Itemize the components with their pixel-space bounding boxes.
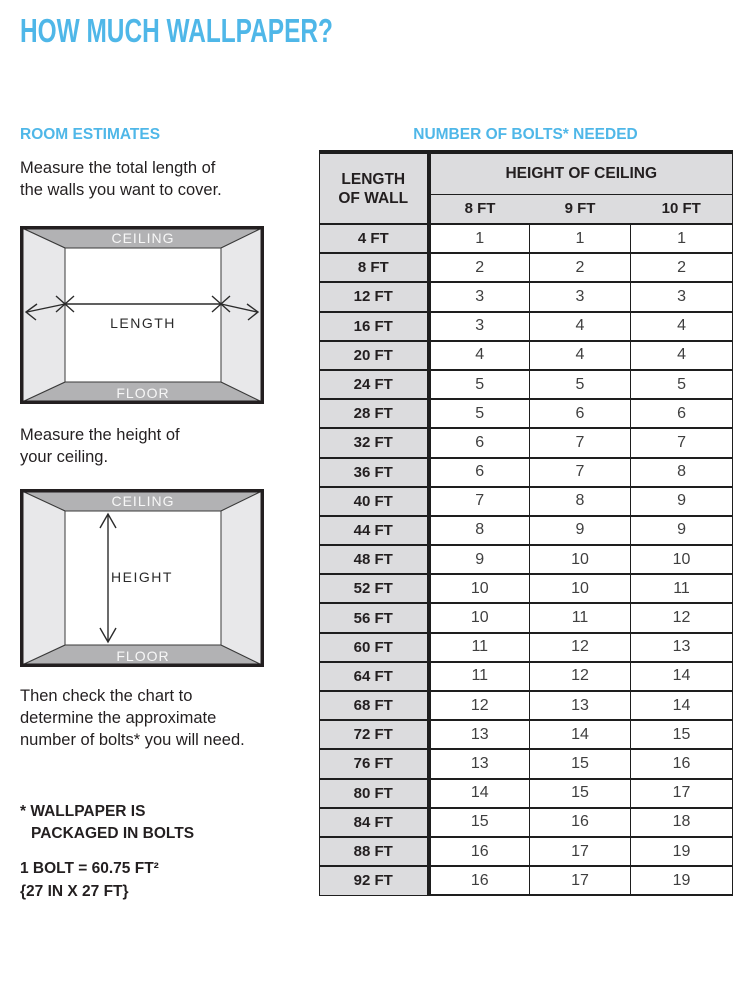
footnote-line: PACKAGED IN BOLTS	[31, 825, 195, 842]
bolts-value-cell: 10	[429, 574, 530, 603]
bolts-value-cell: 13	[631, 633, 733, 662]
table-row	[320, 224, 733, 253]
bolts-value-cell: 7	[530, 458, 631, 487]
bolts-value-cell: 12	[429, 691, 530, 720]
wall-length-cell: 36 FT	[320, 458, 429, 487]
bolts-value-cell: 6	[429, 458, 530, 487]
table-row	[320, 837, 733, 866]
bolts-value-cell: 19	[631, 866, 733, 895]
table-row	[320, 341, 733, 370]
bolts-value-cell: 12	[530, 662, 631, 691]
bolts-value-cell: 10	[631, 545, 733, 574]
table-row	[320, 603, 733, 632]
table-row	[320, 312, 733, 341]
bolts-value-cell: 19	[631, 837, 733, 866]
wall-length-cell: 64 FT	[320, 662, 429, 691]
bolts-value-cell: 17	[530, 866, 631, 895]
bolts-value-cell: 8	[429, 516, 530, 545]
bolts-value-cell: 6	[429, 428, 530, 457]
instruction-line: Measure the total length of	[20, 159, 216, 177]
bolts-value-cell: 8	[631, 458, 733, 487]
bolt-size-line: {27 IN X 27 FT}	[20, 883, 129, 900]
wall-length-cell: 84 FT	[320, 808, 429, 837]
bolts-value-cell: 11	[530, 603, 631, 632]
left-wall	[22, 491, 65, 665]
wall-length-cell: 28 FT	[320, 399, 429, 428]
bolts-value-cell: 14	[631, 691, 733, 720]
wall-length-cell: 52 FT	[320, 574, 429, 603]
ceiling-label: CEILING	[111, 230, 175, 246]
wall-length-cell: 68 FT	[320, 691, 429, 720]
bolts-value-cell: 3	[429, 282, 530, 311]
instruction-line: determine the approximate	[20, 709, 217, 727]
bolts-value-cell: 1	[631, 224, 733, 253]
bolts-value-cell: 13	[429, 749, 530, 778]
room-height-diagram	[20, 489, 264, 667]
table-row	[320, 399, 733, 428]
length-of-wall-header	[320, 152, 429, 224]
bolts-value-cell: 2	[429, 253, 530, 282]
right-wall	[221, 491, 262, 665]
table-row	[320, 749, 733, 778]
bolt-size-info	[20, 857, 159, 903]
wall-length-cell: 48 FT	[320, 545, 429, 574]
length-of-wall-line: LENGTH	[341, 170, 406, 188]
bolts-value-cell: 3	[429, 312, 530, 341]
height-of-ceiling-header: HEIGHT OF CEILING	[429, 152, 733, 194]
page-title: HOW MUCH WALLPAPER?	[20, 12, 333, 49]
table-row	[320, 487, 733, 516]
length-label: LENGTH	[110, 315, 176, 331]
bolts-value-cell: 12	[530, 633, 631, 662]
bolts-value-cell: 16	[429, 837, 530, 866]
wall-length-cell: 80 FT	[320, 779, 429, 808]
bolts-value-cell: 14	[530, 720, 631, 749]
bolts-value-cell: 10	[530, 574, 631, 603]
wall-length-cell: 60 FT	[320, 633, 429, 662]
bolts-value-cell: 8	[530, 487, 631, 516]
bolts-value-cell: 12	[631, 603, 733, 632]
bolts-value-cell: 16	[429, 866, 530, 895]
measure-length-instruction	[20, 157, 222, 201]
instruction-line: Then check the chart to	[20, 687, 193, 705]
wall-length-cell: 24 FT	[320, 370, 429, 399]
table-row	[320, 458, 733, 487]
floor-label: FLOOR	[116, 385, 170, 401]
table-row	[320, 662, 733, 691]
bolts-value-cell: 7	[631, 428, 733, 457]
ceiling-label: CEILING	[111, 493, 175, 509]
room-estimates-heading: ROOM ESTIMATES	[20, 126, 161, 143]
bolts-value-cell: 5	[429, 370, 530, 399]
bolts-value-cell: 15	[631, 720, 733, 749]
instruction-line: Measure the height of	[20, 426, 180, 444]
table-row	[320, 633, 733, 662]
bolts-value-cell: 15	[429, 808, 530, 837]
left-wall	[22, 228, 65, 402]
footnote-line: * WALLPAPER IS	[20, 803, 146, 820]
wall-length-cell: 8 FT	[320, 253, 429, 282]
bolts-value-cell: 15	[530, 749, 631, 778]
table-row	[320, 545, 733, 574]
bolts-value-cell: 11	[429, 662, 530, 691]
bolts-value-cell: 15	[530, 779, 631, 808]
table-row	[320, 691, 733, 720]
bolts-value-cell: 4	[631, 312, 733, 341]
bolts-value-cell: 11	[429, 633, 530, 662]
bolts-value-cell: 18	[631, 808, 733, 837]
bolts-value-cell: 9	[631, 516, 733, 545]
bolts-value-cell: 5	[631, 370, 733, 399]
bolts-value-cell: 17	[530, 837, 631, 866]
bolts-value-cell: 9	[631, 487, 733, 516]
table-row	[320, 253, 733, 282]
instruction-line: your ceiling.	[20, 448, 109, 466]
table-row	[320, 428, 733, 457]
wall-length-cell: 56 FT	[320, 603, 429, 632]
bolts-value-cell: 13	[530, 691, 631, 720]
bolts-value-cell: 3	[631, 282, 733, 311]
wall-length-cell: 40 FT	[320, 487, 429, 516]
right-wall	[221, 228, 262, 402]
wall-length-cell: 88 FT	[320, 837, 429, 866]
table-row	[320, 370, 733, 399]
room-height-diagram-svg	[20, 489, 264, 667]
bolts-value-cell: 6	[530, 399, 631, 428]
bolts-value-cell: 5	[530, 370, 631, 399]
col-header-10ft: 10 FT	[631, 194, 733, 224]
instruction-line: the walls you want to cover.	[20, 181, 222, 199]
table-row	[320, 574, 733, 603]
length-of-wall-line: OF WALL	[338, 189, 409, 207]
bolts-table-body	[320, 224, 733, 895]
wall-length-cell: 20 FT	[320, 341, 429, 370]
bolts-value-cell: 4	[530, 312, 631, 341]
table-row	[320, 866, 733, 895]
table-row	[320, 779, 733, 808]
wall-length-cell: 12 FT	[320, 282, 429, 311]
table-row	[320, 282, 733, 311]
bolts-value-cell: 16	[631, 749, 733, 778]
bolts-needed-table	[319, 150, 733, 896]
bolts-value-cell: 14	[631, 662, 733, 691]
bolts-value-cell: 7	[530, 428, 631, 457]
instruction-line: number of bolts* you will need.	[20, 731, 245, 749]
bolts-value-cell: 2	[530, 253, 631, 282]
wall-length-cell: 16 FT	[320, 312, 429, 341]
table-row	[320, 720, 733, 749]
measure-height-instruction	[20, 424, 180, 468]
bolts-value-cell: 17	[631, 779, 733, 808]
bolts-value-cell: 1	[530, 224, 631, 253]
bolt-size-line: 1 BOLT = 60.75 FT²	[20, 860, 159, 877]
bolts-value-cell: 4	[530, 341, 631, 370]
bolts-value-cell: 6	[631, 399, 733, 428]
bolts-value-cell: 9	[429, 545, 530, 574]
wall-length-cell: 72 FT	[320, 720, 429, 749]
bolts-value-cell: 7	[429, 487, 530, 516]
bolts-value-cell: 10	[429, 603, 530, 632]
col-header-9ft: 9 FT	[530, 194, 631, 224]
bolts-value-cell: 4	[631, 341, 733, 370]
wall-length-cell: 44 FT	[320, 516, 429, 545]
wall-length-cell: 76 FT	[320, 749, 429, 778]
table-row	[320, 516, 733, 545]
check-chart-instruction	[20, 685, 245, 751]
room-length-diagram	[20, 226, 264, 404]
bolts-value-cell: 13	[429, 720, 530, 749]
bolts-value-cell: 3	[530, 282, 631, 311]
bolts-needed-heading: NUMBER OF BOLTS* NEEDED	[413, 126, 638, 143]
wallpaper-bolts-footnote	[20, 801, 194, 845]
col-header-8ft: 8 FT	[429, 194, 530, 224]
bolts-value-cell: 4	[429, 341, 530, 370]
bolts-value-cell: 2	[631, 253, 733, 282]
bolts-value-cell: 11	[631, 574, 733, 603]
bolts-value-cell: 9	[530, 516, 631, 545]
wall-length-cell: 4 FT	[320, 224, 429, 253]
bolts-value-cell: 1	[429, 224, 530, 253]
bolts-value-cell: 5	[429, 399, 530, 428]
floor-label: FLOOR	[116, 648, 170, 664]
wall-length-cell: 92 FT	[320, 866, 429, 895]
room-length-diagram-svg	[20, 226, 264, 404]
wall-length-cell: 32 FT	[320, 428, 429, 457]
bolts-value-cell: 16	[530, 808, 631, 837]
table-header	[320, 152, 733, 224]
bolts-value-cell: 10	[530, 545, 631, 574]
height-label: HEIGHT	[111, 569, 173, 585]
bolts-value-cell: 14	[429, 779, 530, 808]
table-row	[320, 808, 733, 837]
